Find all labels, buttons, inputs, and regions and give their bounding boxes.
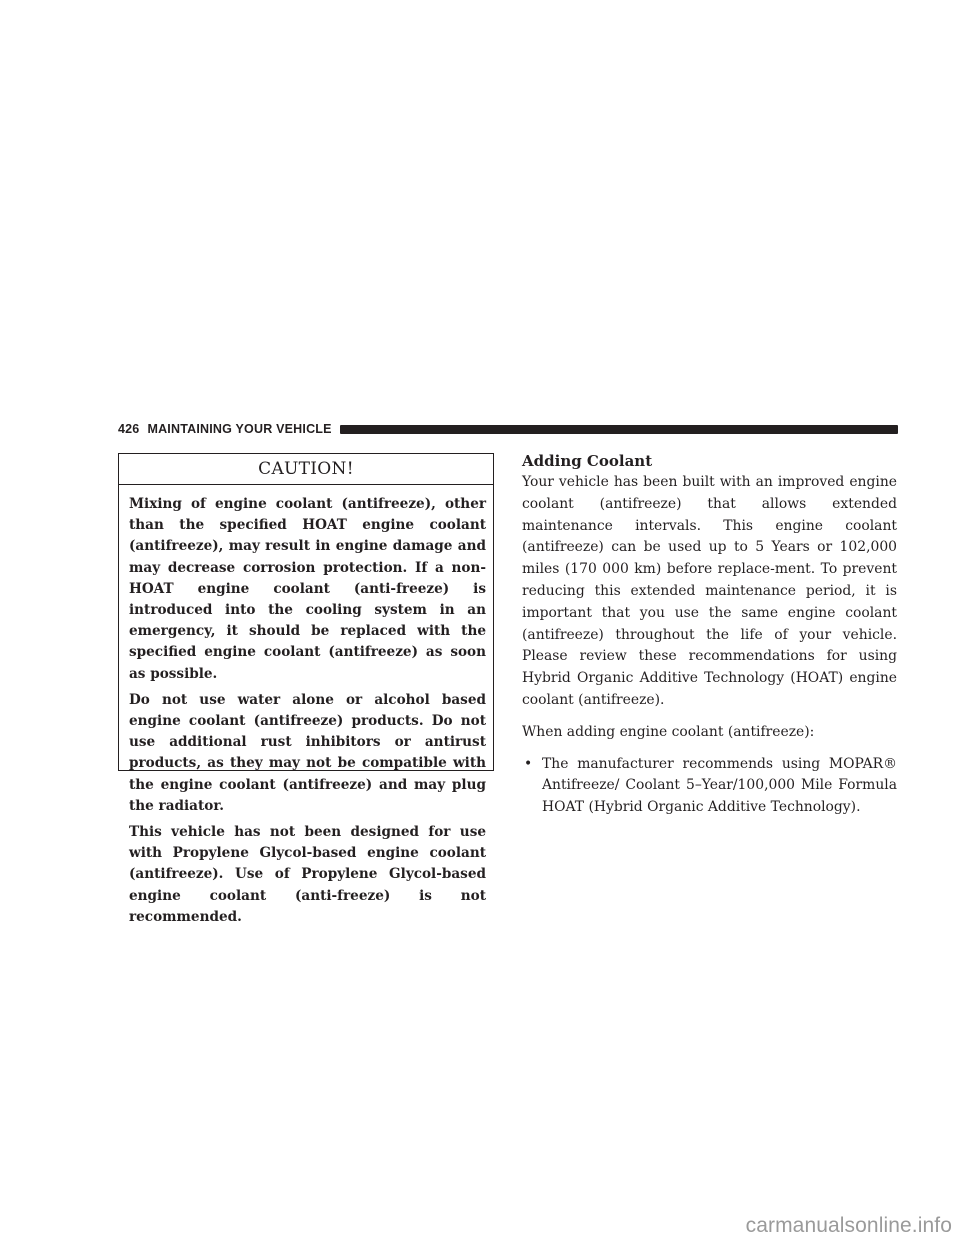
bullet-icon: •	[524, 755, 533, 772]
page-header	[118, 420, 898, 438]
section-title: MAINTAINING YOUR VEHICLE	[147, 422, 332, 436]
caution-paragraph-water: Do not use water alone or alcohol based engine coolant (antifreeze) products. Do not use additional rust inhibitors or antirust products, as they may not be compatible with the engine coolant (antifreeze) and may plug the radiator.	[129, 691, 486, 814]
watermark-logo: carmanualsonline.info	[745, 1214, 952, 1237]
caution-body	[119, 485, 493, 928]
caution-paragraph-mixing: Mixing of engine coolant (antifreeze), other than the specified HOAT engine coolant (antifreeze), may result in engine damage and may decrease corrosion protection. If a non-HOAT engine coolant (anti-freeze) is introduced into the cooling system in an emergency, it should be replaced with the specified engine coolant (antifreeze) as soon as possible.	[129, 496, 486, 682]
list-item	[522, 754, 897, 819]
adding-coolant-intro: When adding engine coolant (antifreeze):	[522, 723, 815, 740]
adding-coolant-section	[522, 451, 897, 819]
adding-coolant-heading: Adding Coolant	[522, 452, 653, 470]
caution-paragraph-propylene: This vehicle has not been designed for use with Propylene Glycol-based engine coolant (antifreeze). Use of Propylene Glycol-based engine coolant (anti-freeze) is not recommended.	[129, 824, 486, 925]
page-number: 426	[118, 422, 140, 436]
adding-coolant-paragraph: Your vehicle has been built with an improved engine coolant (antifreeze) that allows extended maintenance intervals. This engine coolant (antifreeze) can be used up to 5 Years or 102,000 miles (170 000 km) before replace-ment. To prevent reducing this extended maintenance period, it is important that you use the same engine coolant (antifreeze) throughout the life of your vehicle. Please review these recommendations for using Hybrid Organic Additive Technology (HOAT) engine coolant (antifreeze).	[522, 474, 897, 708]
bullet-list	[522, 754, 897, 819]
caution-title: CAUTION!	[119, 454, 493, 485]
caution-box	[118, 453, 494, 925]
header-rule	[340, 425, 898, 434]
list-item-text: The manufacturer recommends using MOPAR® Antifreeze/ Coolant 5–Year/100,000 Mile Formula HOAT (Hybrid Organic Additive Technology).	[542, 755, 897, 816]
